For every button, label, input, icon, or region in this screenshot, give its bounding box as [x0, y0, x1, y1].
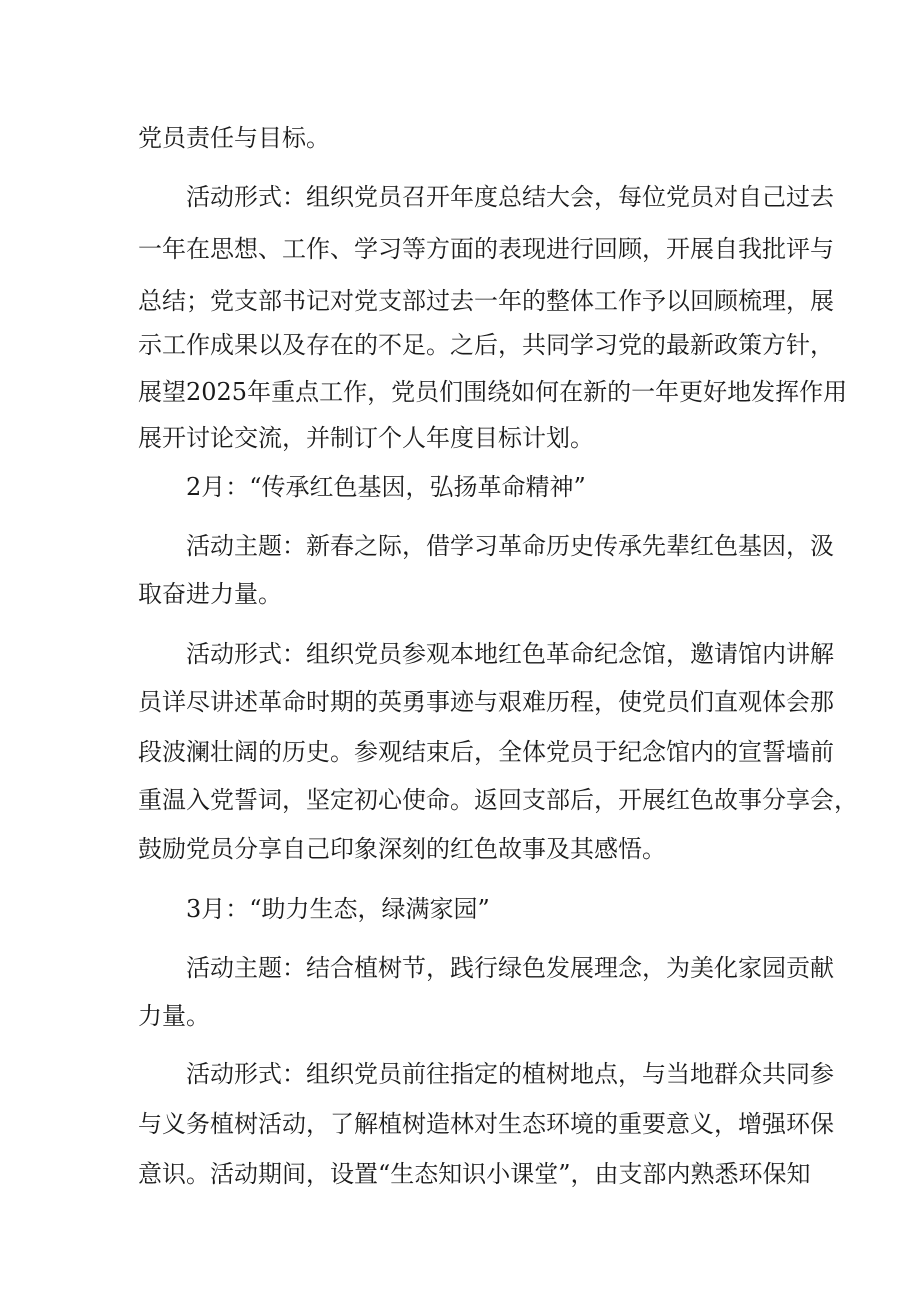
paragraph-line: 活动主题：结合植树节，践行绿色发展理念，为美化家园贡献	[186, 954, 834, 982]
paragraph-line: 意识。活动期间，设置“生态知识小课堂”，由支部内熟悉环保知	[138, 1160, 811, 1188]
paragraph-line: 活动主题：新春之际，借学习革命历史传承先辈红色基因，汲	[186, 532, 834, 560]
paragraph-line: 活动形式：组织党员召开年度总结大会，每位党员对自己过去	[186, 183, 834, 211]
paragraph-line: 段波澜壮阔的历史。参观结束后，全体党员于纪念馆内的宣誓墙前	[138, 738, 834, 766]
paragraph-line: 总结；党支部书记对党支部过去一年的整体工作予以回顾梳理，展	[138, 287, 834, 315]
paragraph-line: 活动形式：组织党员前往指定的植树地点，与当地群众共同参	[186, 1060, 834, 1088]
paragraph-line: 力量。	[138, 1002, 210, 1030]
paragraph-line: 展望2025年重点工作，党员们围绕如何在新的一年更好地发挥作用	[138, 378, 848, 406]
paragraph-line: 党员责任与目标。	[138, 124, 330, 152]
paragraph-line: 展开讨论交流，并制订个人年度目标计划。	[138, 424, 594, 452]
section-heading: 2月：“传承红色基因，弘扬革命精神”	[186, 473, 586, 501]
section-heading: 3月：“助力生态，绿满家园”	[186, 895, 490, 923]
paragraph-line: 鼓励党员分享自己印象深刻的红色故事及其感悟。	[138, 835, 666, 863]
paragraph-line: 重温入党誓词，坚定初心使命。返回支部后，开展红色故事分享会，	[138, 786, 858, 814]
paragraph-line: 员详尽讲述革命时期的英勇事迹与艰难历程，使党员们直观体会那	[138, 688, 834, 716]
paragraph-line: 活动形式：组织党员参观本地红色革命纪念馆，邀请馆内讲解	[186, 640, 834, 668]
paragraph-line: 示工作成果以及存在的不足。之后，共同学习党的最新政策方针，	[138, 331, 834, 359]
paragraph-line: 取奋进力量。	[138, 580, 282, 608]
paragraph-line: 一年在思想、工作、学习等方面的表现进行回顾，开展自我批评与	[138, 235, 834, 263]
paragraph-line: 与义务植树活动，了解植树造林对生态环境的重要意义，增强环保	[138, 1110, 834, 1138]
